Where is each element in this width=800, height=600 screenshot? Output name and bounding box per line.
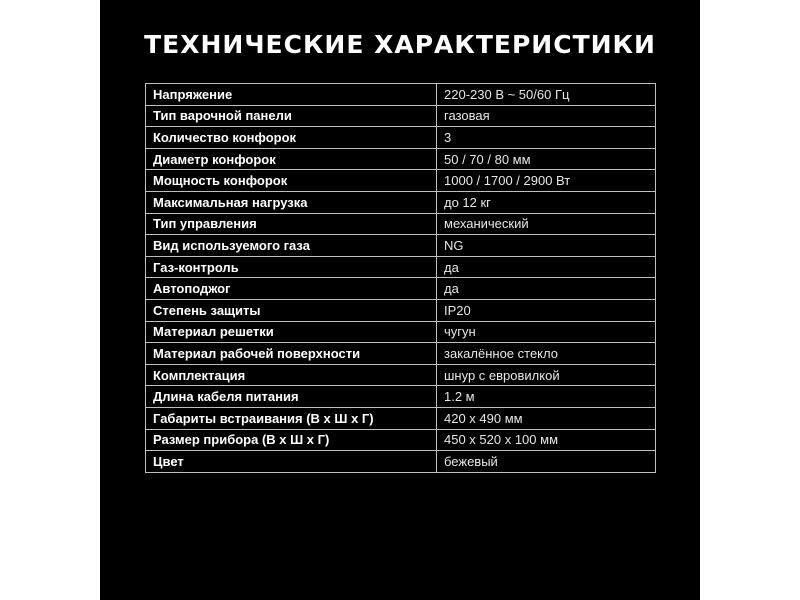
spec-value: 1000 / 1700 / 2900 Вт	[437, 170, 656, 192]
table-row	[146, 127, 656, 149]
spec-label: Материал рабочей поверхности	[146, 343, 437, 365]
table-row	[146, 256, 656, 278]
table-row	[146, 343, 656, 365]
table-row	[146, 148, 656, 170]
spec-value: до 12 кг	[437, 191, 656, 213]
table-row	[146, 429, 656, 451]
spec-label: Диаметр конфорок	[146, 148, 437, 170]
table-row	[146, 191, 656, 213]
spec-label: Автоподжог	[146, 278, 437, 300]
spec-label: Максимальная нагрузка	[146, 191, 437, 213]
spec-value: NG	[437, 235, 656, 257]
spec-sheet	[100, 0, 700, 600]
spec-label: Комплектация	[146, 364, 437, 386]
spec-value: да	[437, 256, 656, 278]
spec-value: 420 х 490 мм	[437, 407, 656, 429]
table-row	[146, 321, 656, 343]
table-row	[146, 407, 656, 429]
spec-label: Газ-контроль	[146, 256, 437, 278]
table-row	[146, 364, 656, 386]
spec-value: 50 / 70 / 80 мм	[437, 148, 656, 170]
specs-table	[145, 83, 656, 473]
spec-label: Вид используемого газа	[146, 235, 437, 257]
table-row	[146, 213, 656, 235]
spec-value: чугун	[437, 321, 656, 343]
spec-value: закалённое стекло	[437, 343, 656, 365]
spec-value: шнур с евровилкой	[437, 364, 656, 386]
spec-value: да	[437, 278, 656, 300]
spec-value: 1.2 м	[437, 386, 656, 408]
table-row	[146, 299, 656, 321]
table-row	[146, 451, 656, 473]
spec-label: Материал решетки	[146, 321, 437, 343]
spec-label: Размер прибора (В х Ш х Г)	[146, 429, 437, 451]
spec-value: IP20	[437, 299, 656, 321]
spec-value: 3	[437, 127, 656, 149]
spec-value: механический	[437, 213, 656, 235]
spec-label: Цвет	[146, 451, 437, 473]
spec-label: Длина кабеля питания	[146, 386, 437, 408]
table-row	[146, 278, 656, 300]
spec-label: Степень защиты	[146, 299, 437, 321]
page-title: ТЕХНИЧЕСКИЕ ХАРАКТЕРИСТИКИ	[144, 30, 656, 59]
table-row	[146, 170, 656, 192]
spec-label: Тип варочной панели	[146, 105, 437, 127]
specs-table-body	[146, 84, 656, 473]
spec-value: газовая	[437, 105, 656, 127]
spec-label: Мощность конфорок	[146, 170, 437, 192]
table-row	[146, 84, 656, 106]
spec-label: Напряжение	[146, 84, 437, 106]
table-row	[146, 105, 656, 127]
spec-value: 220-230 В ~ 50/60 Гц	[437, 84, 656, 106]
table-row	[146, 386, 656, 408]
table-row	[146, 235, 656, 257]
spec-value: 450 х 520 х 100 мм	[437, 429, 656, 451]
spec-label: Тип управления	[146, 213, 437, 235]
spec-label: Габариты встраивания (В х Ш х Г)	[146, 407, 437, 429]
spec-value: бежевый	[437, 451, 656, 473]
spec-label: Количество конфорок	[146, 127, 437, 149]
